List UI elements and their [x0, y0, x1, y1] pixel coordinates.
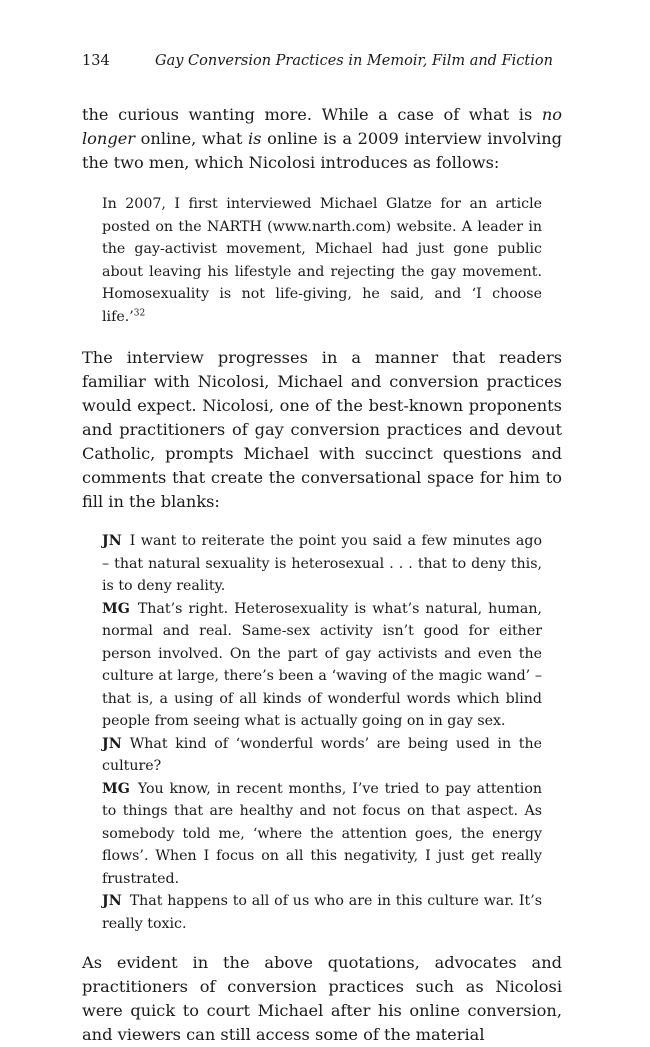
- book-page: [82, 48, 562, 1047]
- speaker-label: MG: [102, 600, 130, 617]
- interview-dialogue: [102, 530, 542, 935]
- dialogue-text: What kind of ‘wonderful words’ are being used in the culture?: [102, 735, 542, 774]
- dialogue-line: [102, 733, 542, 778]
- speaker-label: JN: [102, 533, 122, 549]
- page-number: 134: [82, 53, 110, 69]
- paragraph-1-text-c: online is a 2009 interview involving the two men, which Nicolosi introduces as follows:: [82, 129, 562, 172]
- dialogue-line: [102, 598, 542, 733]
- dialogue-line: [102, 530, 542, 598]
- paragraph-2: The interview progresses in a manner that readers familiar with Nicolosi, Michael and conversion practices would expect. Nicolosi, one of the best-known proponents and practitioners of gay conversion practices and devout Catholic, prompts Michael with succinct questions and comments that create the conversational space for him to fill in the blanks:: [82, 348, 562, 511]
- paragraph-1: [82, 103, 562, 175]
- running-head: [82, 48, 562, 74]
- dialogue-text: You know, in recent months, I’ve tried to pay attention to things that are healthy and not focus on that aspect. As somebody told me, ‘where the attention goes, the energy flows’. When I focus on all this negativity, I just get really frustrated.: [102, 780, 542, 887]
- dialogue-text: I want to reiterate the point you said a few minutes ago – that natural sexuality is heterosexual . . . that to deny this, is to deny reality.: [102, 533, 542, 594]
- book-title: Gay Conversion Practices in Memoir, Film and Fiction: [155, 53, 553, 69]
- dialogue-text: That’s right. Heterosexuality is what’s natural, human, normal and real. Same-sex activity isn’t good for either person involved. On the part of gay activists and even the culture at large, there’s been a ‘waving of the magic wand’ – that is, a using of all kinds of wonderful words which blind people from seeing what is actually going on in gay sex.: [102, 600, 542, 729]
- block-quote-text: In 2007, I first interviewed Michael Glatze for an article posted on the NARTH (www.narth.com) website. A leader in the gay-activist movement, Michael had just gone public about leaving his lifestyle and rejecting the gay movement. Homosexuality is not life-giving, he said, and ‘I choose life.’: [102, 196, 542, 325]
- speaker-label: MG: [102, 780, 130, 797]
- block-quote-nicolosi: [102, 193, 542, 328]
- emphasis-no-longer: no longer: [82, 105, 562, 148]
- footnote-marker: 32: [133, 307, 146, 318]
- paragraph-3: As evident in the above quotations, advocates and practitioners of conversion practices such as Nicolosi were quick to court Michael after his online conversion, and viewers can still access some of the material: [82, 953, 562, 1044]
- dialogue-text: That happens to all of us who are in this culture war. It’s really toxic.: [102, 893, 542, 932]
- emphasis-is: is: [248, 129, 262, 148]
- paragraph-1-text-a: the curious wanting more. While a case of what is: [82, 105, 542, 124]
- dialogue-line: [102, 890, 542, 935]
- dialogue-line: [102, 778, 542, 891]
- paragraph-1-text-b: online, what: [135, 129, 248, 148]
- speaker-label: JN: [102, 893, 122, 909]
- speaker-label: JN: [102, 735, 122, 752]
